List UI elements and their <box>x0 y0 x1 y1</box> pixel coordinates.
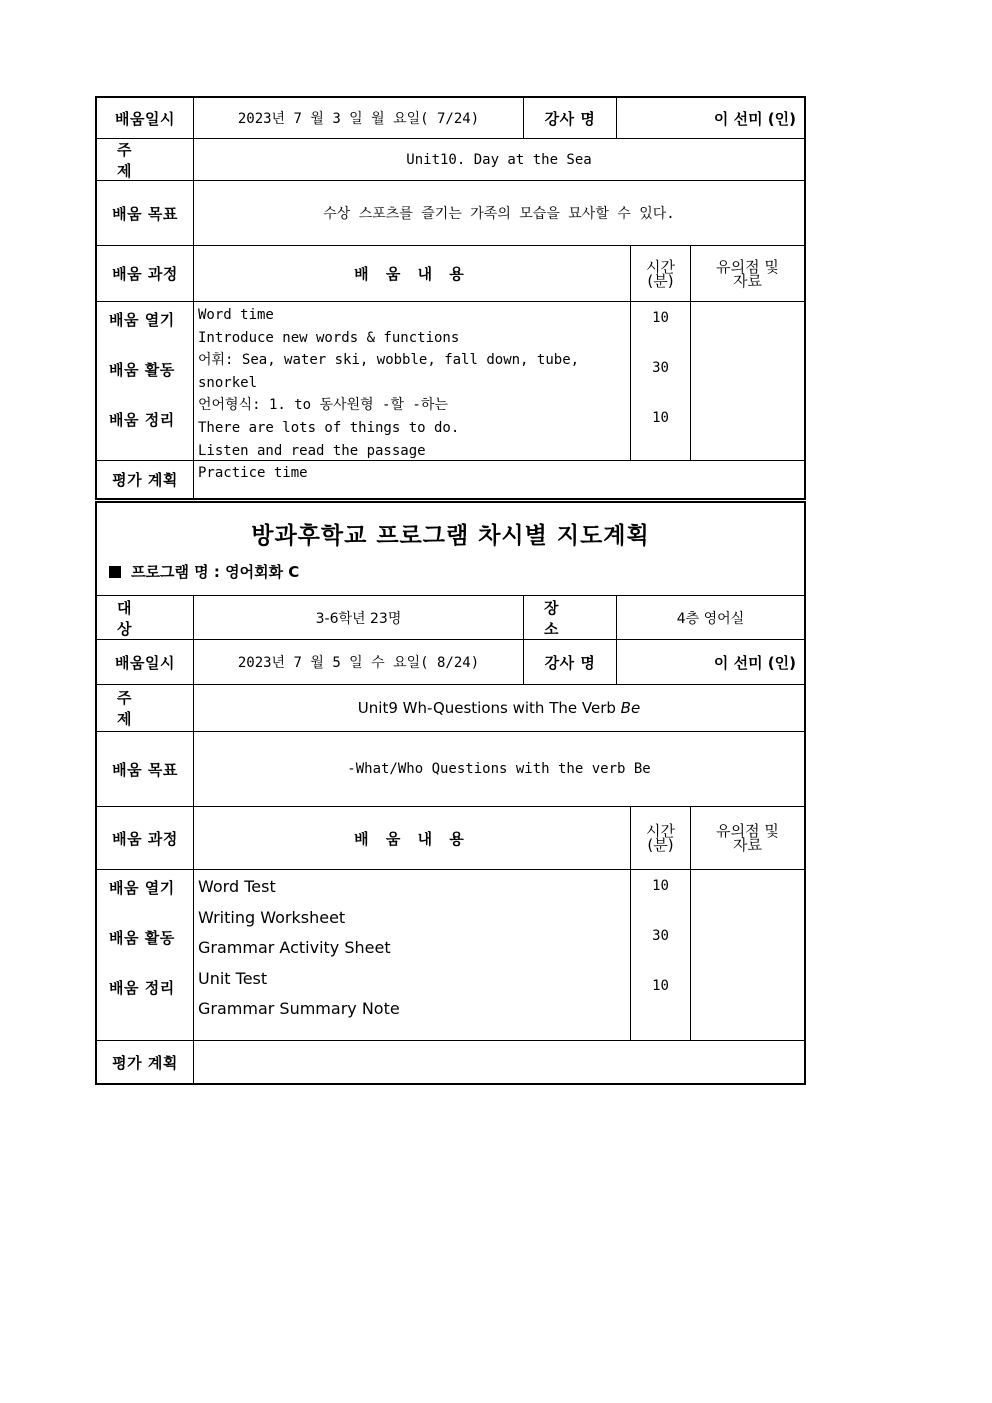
date-value: 2023년 7 월 3 일 월 요일( 7/24) <box>194 98 524 138</box>
program-name <box>109 561 299 582</box>
goal-label: 배움 목표 <box>97 732 194 806</box>
phase-open: 배움 열기 <box>109 879 175 897</box>
place-value: 4층 영어실 <box>676 610 745 627</box>
date-row <box>97 640 804 685</box>
content-line: 어휘: Sea, water ski, wobble, fall down, tube, snorkel <box>198 352 580 391</box>
topic-value: Unit10. Day at the Sea <box>406 151 592 168</box>
date-value: 2023년 7 월 5 일 수 요일( 8/24) <box>194 640 524 684</box>
plan-header <box>97 503 804 596</box>
note-label-line-1: 유의점 및 <box>716 822 779 840</box>
content-line: Introduce new words & functions <box>198 329 460 346</box>
time-label <box>631 246 691 301</box>
goal-value: 수상 스포츠를 즐기는 가족의 모습을 묘사할 수 있다. <box>323 206 675 222</box>
date-row <box>97 98 804 139</box>
phase-activity: 배움 활동 <box>109 361 175 379</box>
process-header-row <box>97 807 804 870</box>
target-row <box>97 596 804 640</box>
target-value: 3-6학년 23명 <box>194 596 524 639</box>
lesson-plan-table-2 <box>95 501 806 1085</box>
eval-label: 평가 계획 <box>97 461 194 498</box>
time-label-line-2: (분) <box>647 836 674 854</box>
process-label: 배움 과정 <box>97 246 194 301</box>
topic-value-italic: Be <box>620 699 641 717</box>
note-label-line-2: 자료 <box>733 836 762 854</box>
content-lines <box>194 302 631 482</box>
content-label: 배 움 내 용 <box>194 246 631 301</box>
content-line: Word time <box>198 307 274 323</box>
content-label: 배 움 내 용 <box>194 807 631 869</box>
date-label: 배움일시 <box>97 98 194 138</box>
note-label-line-2: 자료 <box>733 271 762 290</box>
goal-value: -What/Who Questions with the verb Be <box>347 761 651 777</box>
eval-label: 평가 계획 <box>97 1041 194 1083</box>
eval-value <box>194 461 804 498</box>
plan-title: 방과후학교 프로그램 차시별 지도계획 <box>251 522 650 549</box>
content-line: 언어형식: 1. to 동사원형 -할 -하는 <box>198 397 448 414</box>
content-lines <box>194 870 631 1040</box>
phase-open: 배움 열기 <box>109 311 175 329</box>
square-bullet-icon <box>109 566 121 578</box>
content-line: Unit Test <box>198 968 268 988</box>
goal-row <box>97 732 804 807</box>
time-column <box>631 870 691 1040</box>
note-column <box>691 870 804 1040</box>
teacher-label: 강사 명 <box>524 98 617 138</box>
time-open: 10 <box>652 878 669 894</box>
topic-row <box>97 685 804 732</box>
note-column <box>691 302 804 460</box>
phase-column <box>97 870 194 1040</box>
phase-column <box>97 302 194 460</box>
teacher-value: 이 선미 (인) <box>713 653 796 672</box>
lesson-plan-table-1 <box>95 96 806 500</box>
content-line: Writing Worksheet <box>198 907 346 927</box>
topic-row <box>97 139 804 181</box>
process-label: 배움 과정 <box>97 807 194 869</box>
content-line: Listen and read the passage <box>198 442 426 459</box>
time-activity: 30 <box>652 928 669 944</box>
topic-value-main: Unit9 Wh-Questions with The Verb <box>357 699 621 717</box>
phase-close: 배움 정리 <box>109 979 175 997</box>
eval-value <box>194 1041 804 1083</box>
phase-activity: 배움 활동 <box>109 929 175 947</box>
program-name-text: 프로그램 명 : 영어회화 C <box>131 563 300 581</box>
content-line: Grammar Summary Note <box>198 999 400 1019</box>
time-label-line-1: 시간 <box>646 257 675 276</box>
teacher-value: 이 선미 (인) <box>713 109 796 128</box>
time-close: 10 <box>652 410 669 426</box>
time-column <box>631 302 691 460</box>
content-line: There are lots of things to do. <box>198 419 460 436</box>
content-line: Grammar Activity Sheet <box>198 938 391 958</box>
time-close: 10 <box>652 978 669 994</box>
time-label <box>631 807 691 869</box>
eval-row <box>97 1041 804 1083</box>
teacher-label: 강사 명 <box>524 640 617 684</box>
note-label <box>691 807 804 869</box>
place-label: 장 소 <box>524 596 617 639</box>
date-label: 배움일시 <box>97 640 194 684</box>
goal-row <box>97 181 804 246</box>
phase-close: 배움 정리 <box>109 411 175 429</box>
topic-label: 주 제 <box>97 139 194 180</box>
goal-label: 배움 목표 <box>97 181 194 245</box>
note-label-line-1: 유의점 및 <box>716 257 779 276</box>
eval-row <box>97 461 804 498</box>
target-label: 대 상 <box>97 596 194 639</box>
time-activity: 30 <box>652 360 669 376</box>
content-line: Word Test <box>198 877 276 896</box>
time-label-line-1: 시간 <box>646 822 675 840</box>
topic-value <box>194 685 804 731</box>
time-label-line-2: (분) <box>647 271 674 290</box>
topic-label: 주 제 <box>97 685 194 731</box>
process-content-row <box>97 870 804 1041</box>
content-line: Practice time <box>198 465 308 482</box>
process-header-row <box>97 246 804 302</box>
note-label <box>691 246 804 301</box>
time-open: 10 <box>652 310 669 326</box>
